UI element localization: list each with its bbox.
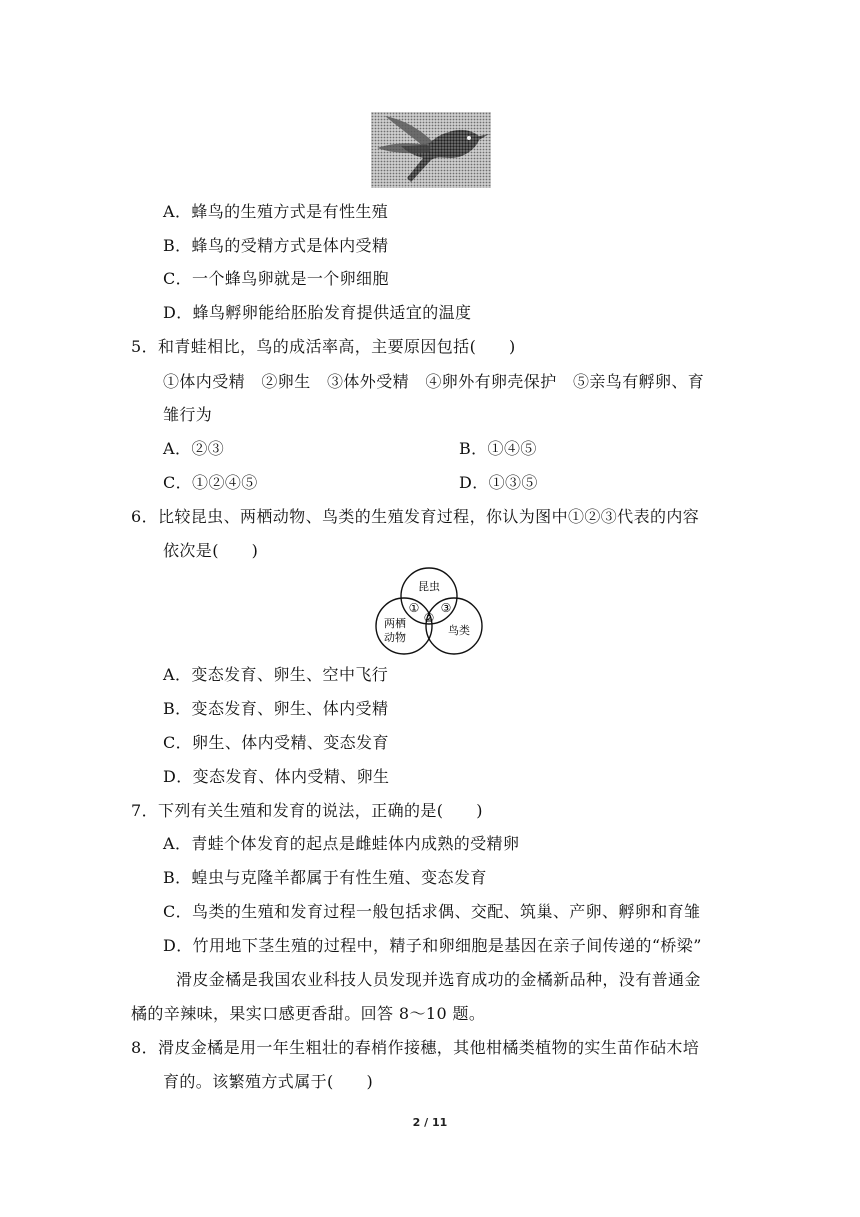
q4-option-b: B．蜂鸟的受精方式是体内受精 — [163, 236, 389, 255]
q4-option-d: D．蜂鸟孵卵能给胚胎发育提供适宜的温度 — [163, 303, 472, 322]
q6-option-b: B．变态发育、卵生、体内受精 — [163, 699, 389, 718]
q6-stem-line2: 依次是( ) — [163, 541, 259, 560]
venn-diagram — [373, 566, 485, 660]
q5-stem: 5．和青蛙相比，鸟的成活率高，主要原因包括( ) — [131, 337, 516, 356]
q4-option-c: C．一个蜂鸟卵就是一个卵细胞 — [163, 269, 389, 288]
q5-option-d: D．①③⑤ — [459, 473, 538, 492]
venn-label-insect: 昆虫 — [418, 580, 440, 593]
hummingbird-image — [371, 112, 491, 188]
passage-line1: 滑皮金橘是我国农业科技人员发现并选育成功的金橘新品种，没有普通金 — [176, 970, 701, 989]
q5-choices-line2: 雏行为 — [163, 405, 213, 424]
q6-option-d: D．变态发育、体内受精、卵生 — [163, 767, 390, 786]
q7-stem: 7．下列有关生殖和发育的说法，正确的是( ) — [131, 801, 483, 820]
venn-label-amphibian-2: 动物 — [384, 631, 406, 644]
venn-label-bird: 鸟类 — [448, 624, 470, 637]
q7-option-a: A．青蛙个体发育的起点是雌蛙体内成熟的受精卵 — [163, 834, 520, 853]
q6-stem-line1: 6．比较昆虫、两栖动物、鸟类的生殖发育过程，你认为图中①②③代表的内容 — [131, 507, 700, 526]
q7-option-d: D．竹用地下茎生殖的过程中，精子和卵细胞是基因在亲子间传递的“桥梁” — [163, 936, 702, 955]
q5-choices-line1: ①体内受精 ②卵生 ③体外受精 ④卵外有卵壳保护 ⑤亲鸟有孵卵、育 — [163, 372, 705, 391]
q8-stem-line1: 8．滑皮金橘是用一年生粗壮的春梢作接穗，其他柑橘类植物的实生苗作砧木培 — [131, 1038, 700, 1057]
venn-label-amphibian-1: 两栖 — [384, 617, 406, 630]
q5-option-b: B．①④⑤ — [459, 439, 537, 458]
q8-stem-line2: 育的。该繁殖方式属于( ) — [163, 1072, 374, 1091]
q7-option-c: C．鸟类的生殖和发育过程一般包括求偶、交配、筑巢、产卵、孵卵和育雏 — [163, 902, 701, 921]
passage-line2: 橘的辛辣味，果实口感更香甜。回答 8～10 题。 — [131, 1004, 486, 1023]
venn-mark-3: ③ — [440, 601, 452, 615]
q6-option-c: C．卵生、体内受精、变态发育 — [163, 733, 389, 752]
venn-mark-2: ② — [423, 611, 435, 625]
q7-option-b: B．蝗虫与克隆羊都属于有性生殖、变态发育 — [163, 868, 487, 887]
page-number: 2 / 11 — [412, 1116, 448, 1129]
q5-option-a: A．②③ — [163, 439, 225, 458]
q5-option-c: C．①②④⑤ — [163, 473, 258, 492]
q6-option-a: A．变态发育、卵生、空中飞行 — [163, 665, 389, 684]
q4-option-a: A．蜂鸟的生殖方式是有性生殖 — [163, 202, 389, 221]
venn-mark-1: ① — [408, 601, 420, 615]
